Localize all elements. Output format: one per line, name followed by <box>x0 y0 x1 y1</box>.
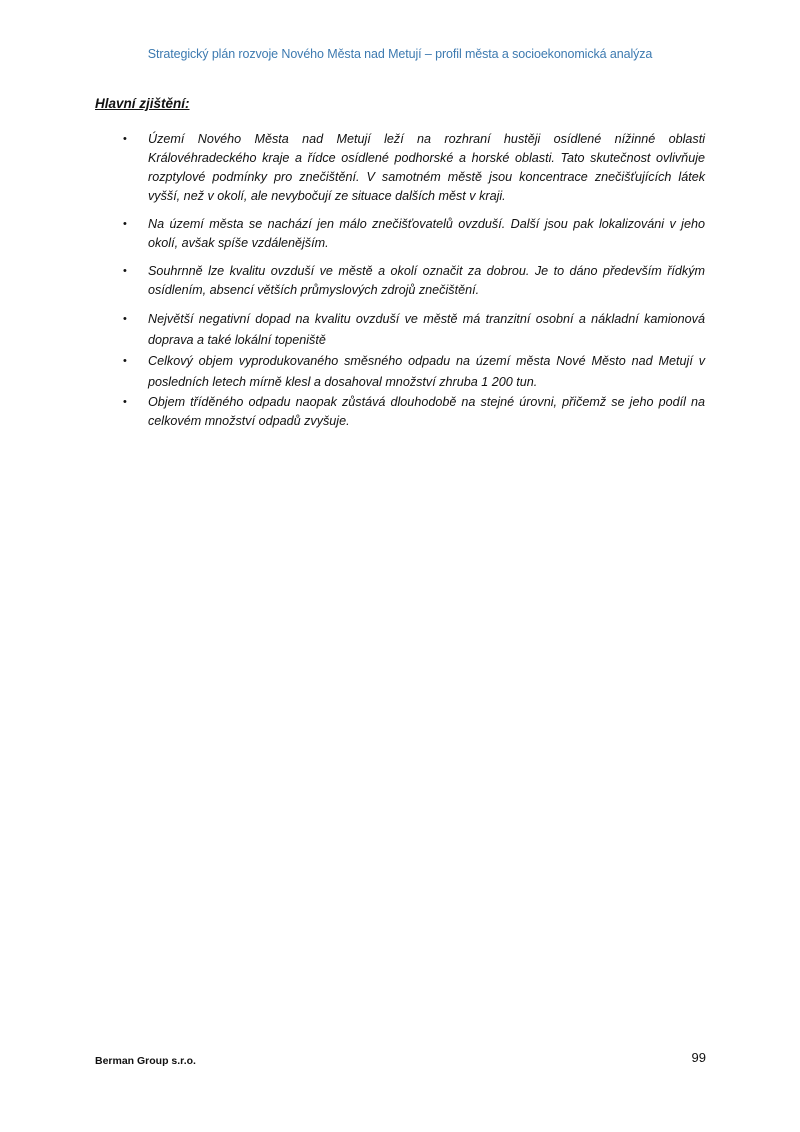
finding-item <box>95 351 705 393</box>
bullet-icon: • <box>123 218 127 230</box>
page-header: Strategický plán rozvoje Nového Města nad Metují – profil města a socioekonomická analýza <box>147 47 653 61</box>
bullet-icon: • <box>123 355 127 367</box>
footer-company: Berman Group s.r.o. <box>95 1055 196 1067</box>
bullet-icon: • <box>123 313 127 325</box>
findings-list <box>95 130 705 440</box>
finding-item <box>95 215 705 253</box>
section-heading: Hlavní zjištění: <box>95 96 190 111</box>
bullet-icon: • <box>123 396 127 408</box>
finding-text: Na území města se nachází jen málo znečišťovatelů ovzduší. Další jsou pak lokalizováni v jeho okolí, avšak spíše vzdálenějším. <box>148 217 705 250</box>
finding-item <box>95 130 705 206</box>
bullet-icon: • <box>123 265 127 277</box>
finding-text: Největší negativní dopad na kvalitu ovzduší ve městě má tranzitní osobní a nákladní kamionová doprava a také lokální topeniště <box>148 312 705 347</box>
page-number: 99 <box>691 1050 706 1065</box>
finding-text: Celkový objem vyprodukovaného směsného odpadu na území města Nové Město nad Metují v posledních letech mírně klesl a dosahoval množství zhruba 1 200 tun. <box>148 354 705 389</box>
finding-text: Území Nového Města nad Metují leží na rozhraní hustěji osídlené nížinné oblasti Královéhradeckého kraje a řídce osídlené podhorské a horské oblasti. Tato skutečnost ovlivňuje rozptylové podmínky pro znečištění. V samotném městě jsou koncentrace znečišťujících látek vyšší, než v okolí, ale nevybočují ze situace dalších měst v kraji. <box>148 132 705 203</box>
finding-text: Souhrnně lze kvalitu ovzduší ve městě a okolí označit za dobrou. Je to dáno především řídkým osídlením, absencí větších průmyslových zdrojů znečištění. <box>148 264 705 297</box>
finding-text: Objem tříděného odpadu naopak zůstává dlouhodobě na stejné úrovni, přičemž se jeho podíl na celkovém množství odpadů zvyšuje. <box>148 395 705 428</box>
bullet-icon: • <box>123 133 127 145</box>
finding-item <box>95 262 705 300</box>
finding-item <box>95 393 705 431</box>
finding-item <box>95 309 705 351</box>
